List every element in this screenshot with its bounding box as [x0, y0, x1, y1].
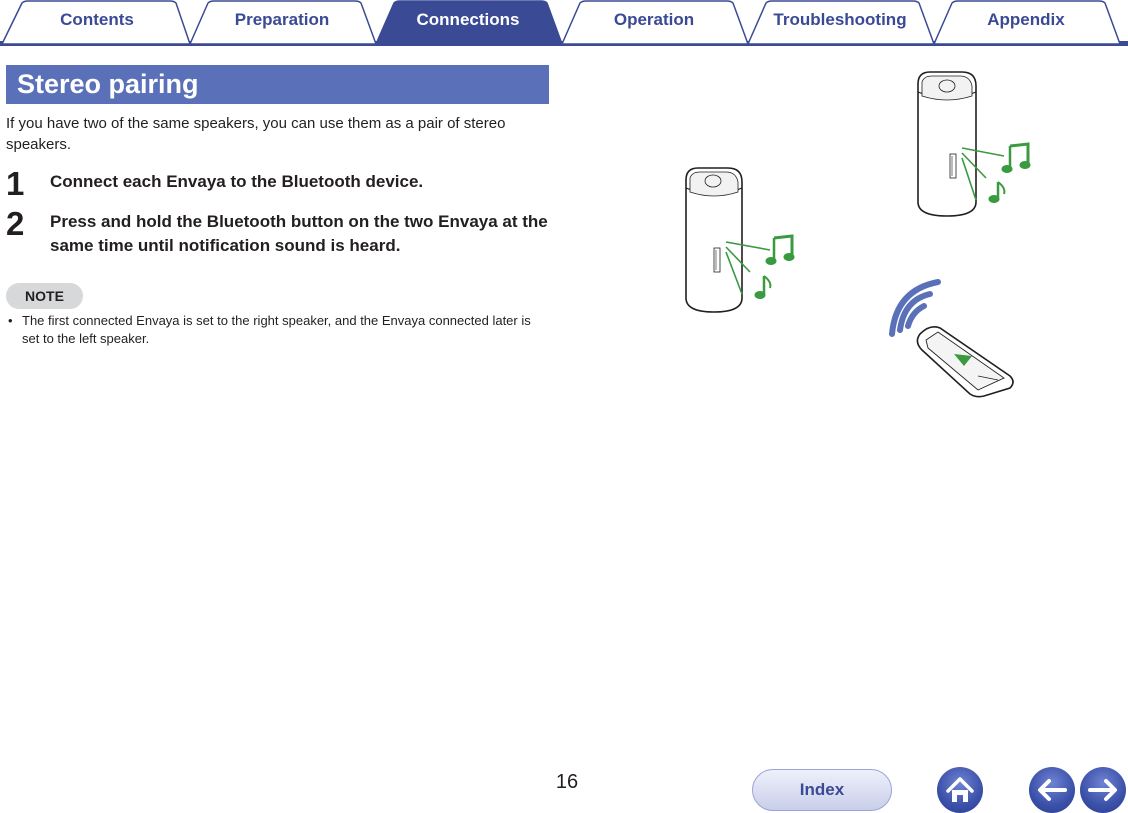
tab-troubleshooting[interactable]: Troubleshooting: [773, 10, 907, 29]
forward-button[interactable]: [1080, 767, 1126, 813]
music-note-icon: [766, 236, 794, 265]
music-note-icon: [1002, 144, 1030, 173]
step-text: Press and hold the Bluetooth button on the two Envaya at the same time until notification sound is heard.: [50, 212, 548, 255]
arrow-right-icon: [1080, 767, 1126, 813]
back-button[interactable]: [1029, 767, 1075, 813]
step-number: 2: [6, 205, 25, 242]
note-text: The first connected Envaya is set to the right speaker, and the Envaya connected later is set to the left speaker.: [22, 313, 531, 346]
tab-bar: [0, 0, 1128, 46]
tab-preparation[interactable]: Preparation: [234, 10, 330, 29]
stereo-pairing-illustration: [600, 50, 1128, 410]
index-button[interactable]: Index: [752, 769, 892, 811]
tab-connections[interactable]: Connections: [416, 10, 520, 29]
section-title: Stereo pairing: [6, 65, 549, 104]
music-note-icon: [989, 182, 1004, 203]
note-badge: NOTE: [6, 283, 83, 309]
step-number: 1: [6, 165, 25, 202]
note-item: [8, 312, 548, 348]
step-text: Connect each Envaya to the Bluetooth device.: [50, 172, 424, 191]
wireless-signal-icon: [892, 282, 938, 334]
tab-operation[interactable]: Operation: [613, 10, 695, 29]
tab-contents[interactable]: Contents: [60, 10, 134, 29]
page-number: 16: [555, 771, 579, 793]
tab-appendix[interactable]: Appendix: [987, 10, 1065, 29]
left-speaker-icon: [686, 168, 742, 312]
right-speaker-icon: [918, 72, 976, 216]
home-button[interactable]: [937, 767, 983, 813]
intro-text: If you have two of the same speakers, you can use them as a pair of stereo speakers.: [6, 115, 506, 153]
music-note-icon: [755, 276, 770, 299]
arrow-left-icon: [1029, 767, 1075, 813]
phone-icon: [917, 327, 1013, 397]
home-icon: [937, 767, 983, 813]
bullet-icon: •: [8, 313, 13, 328]
